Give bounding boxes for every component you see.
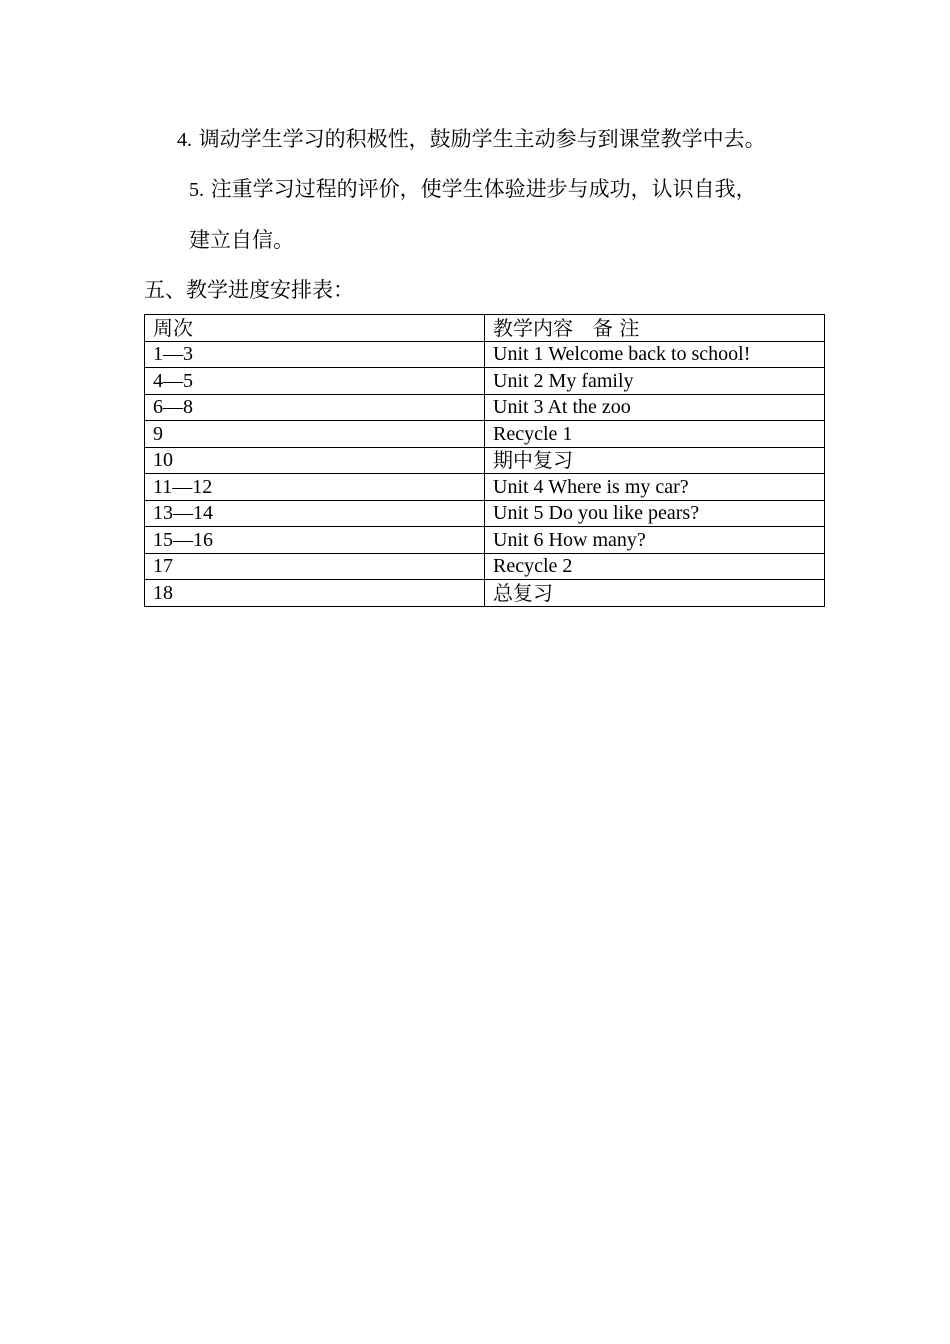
content-cell: Recycle 2 (485, 553, 825, 580)
item-number: 4. (177, 129, 192, 151)
item-number: 5. (189, 179, 204, 201)
table-row (145, 474, 825, 501)
paragraph-item-4 (177, 125, 766, 154)
header-week: 周次 (145, 315, 485, 342)
week-cell: 11—12 (145, 474, 485, 501)
week-cell: 4—5 (145, 368, 485, 395)
content-cell: Unit 6 How many? (485, 527, 825, 554)
table-row (145, 394, 825, 421)
week-cell: 6—8 (145, 394, 485, 421)
section-heading: 五、教学进度安排表： (144, 278, 354, 302)
week-cell: 15—16 (145, 527, 485, 554)
table-row (145, 447, 825, 474)
content-cell: Recycle 1 (485, 421, 825, 448)
item-text: 注重学习过程的评价，使学生体验进步与成功，认识自我， (210, 177, 757, 201)
table-header-row (145, 315, 825, 342)
week-cell: 1—3 (145, 341, 485, 368)
item-text: 调动学生学习的积极性，鼓励学生主动参与到课堂教学中去。 (198, 127, 766, 151)
content-cell: Unit 5 Do you like pears? (485, 500, 825, 527)
content-cell: Unit 4 Where is my car? (485, 474, 825, 501)
table-row (145, 553, 825, 580)
table-row (145, 580, 825, 607)
week-cell: 13—14 (145, 500, 485, 527)
week-cell: 18 (145, 580, 485, 607)
content-cell: Unit 3 At the zoo (485, 394, 825, 421)
table-row (145, 368, 825, 395)
table-row (145, 421, 825, 448)
table-row (145, 341, 825, 368)
header-content: 教学内容 备 注 (485, 315, 825, 342)
week-cell: 10 (145, 447, 485, 474)
paragraph-item-5-continuation: 建立自信。 (189, 228, 294, 252)
content-cell: Unit 2 My family (485, 368, 825, 395)
content-cell: Unit 1 Welcome back to school! (485, 341, 825, 368)
content-cell: 总复习 (485, 580, 825, 607)
schedule-table (144, 314, 825, 607)
content-cell: 期中复习 (485, 447, 825, 474)
table-row (145, 527, 825, 554)
table-row (145, 500, 825, 527)
week-cell: 17 (145, 553, 485, 580)
week-cell: 9 (145, 421, 485, 448)
paragraph-item-5 (189, 175, 757, 204)
